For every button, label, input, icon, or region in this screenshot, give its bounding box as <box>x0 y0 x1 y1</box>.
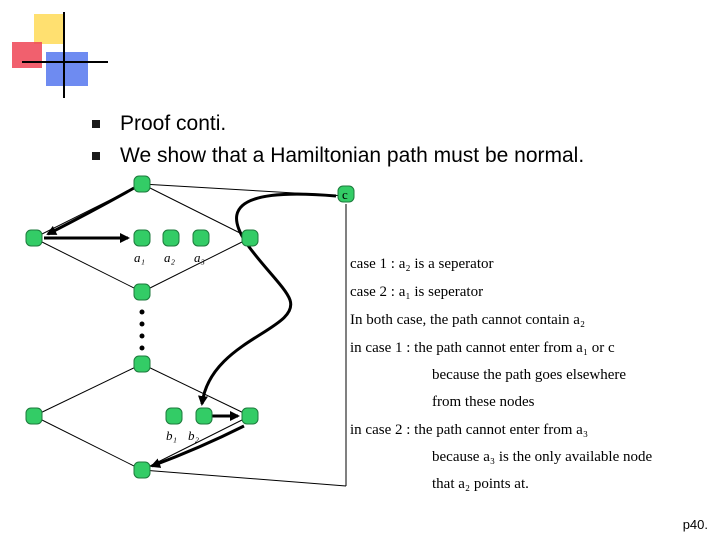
node-a3 <box>193 230 209 246</box>
node-b1 <box>166 408 182 424</box>
node-b2 <box>196 408 212 424</box>
label-a3: a₃ <box>194 250 206 265</box>
bullet-text: We show that a Hamiltonian path must be normal. <box>120 144 585 167</box>
label-c: c <box>342 187 348 202</box>
node-left-bottom <box>26 408 42 424</box>
node-top <box>134 176 150 192</box>
node-mid-top <box>134 284 150 300</box>
node-bottom <box>134 462 150 478</box>
case-line: case 2 : a₁ is seperator <box>350 284 484 300</box>
node-mid-bottom <box>134 356 150 372</box>
bottom-gadget-edges <box>34 364 346 486</box>
label-b2: b₂ <box>188 428 200 443</box>
case-line: that a₂ points at. <box>432 476 529 492</box>
node-right-top <box>242 230 258 246</box>
case-line: in case 2 : the path cannot enter from a₃ <box>350 422 589 438</box>
path-arrows <box>44 188 336 466</box>
page-number: p40. <box>682 517 708 532</box>
case-line: from these nodes <box>432 394 535 410</box>
case-line: because a₃ is the only available node <box>432 449 653 465</box>
node-a1 <box>134 230 150 246</box>
case-line: because the path goes elsewhere <box>432 367 627 383</box>
node-right-bottom <box>242 408 258 424</box>
case-line: in case 1 : the path cannot enter from a₁ or c <box>350 340 615 356</box>
label-b1: b₁ <box>166 428 178 443</box>
case-line: In both case, the path cannot contain a₂ <box>350 312 586 328</box>
label-a2: a₂ <box>164 250 176 265</box>
label-a1: a₁ <box>134 250 146 265</box>
ellipsis-dots <box>140 310 145 351</box>
case-line: case 1 : a₂ is a seperator <box>350 256 494 272</box>
arrow-top-left <box>48 188 134 234</box>
node-a2 <box>163 230 179 246</box>
arrow-c-to-b2 <box>202 194 336 404</box>
node-left-top <box>26 230 42 246</box>
bullet-text: Proof conti. <box>120 112 227 135</box>
